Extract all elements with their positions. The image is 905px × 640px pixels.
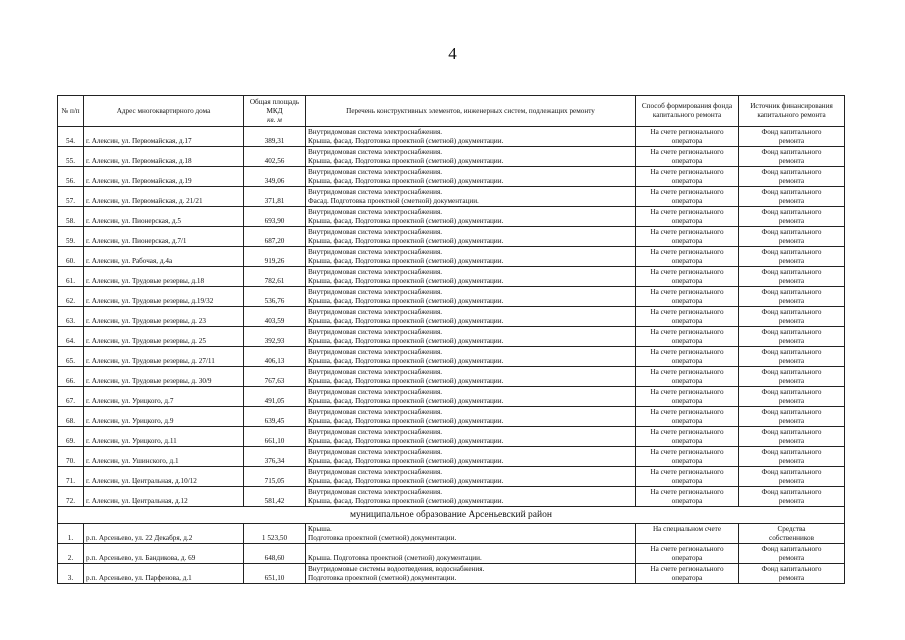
row-source	[739, 247, 845, 267]
row-works-line: Крыша, фасад. Подготовка проектной (сметной) документации.	[308, 237, 504, 245]
row-works	[306, 387, 636, 407]
row-method-line: На счете регионального	[650, 188, 724, 196]
row-source	[739, 167, 845, 187]
row-area: 767,63	[244, 367, 306, 387]
page-number: 4	[448, 44, 457, 63]
row-works	[306, 267, 636, 287]
row-address: г. Алексин, ул. Трудовые резервы, д. 27/11	[84, 347, 244, 367]
row-works	[306, 447, 636, 467]
row-method-line: На счете регионального	[650, 468, 724, 476]
row-source	[739, 327, 845, 347]
row-works-line: Крыша, фасад. Подготовка проектной (сметной) документации.	[308, 437, 504, 445]
row-source-line: ремонта	[778, 157, 805, 165]
row-number: 66.	[58, 367, 84, 387]
row-works-line	[308, 545, 633, 554]
header-works: Перечень конструктивных элементов, инженерных систем, подлежащих ремонту	[306, 96, 636, 127]
row-address: г. Алексин, ул. Трудовые резервы, д.18	[84, 267, 244, 287]
row-works-line: Крыша, фасад. Подготовка проектной (сметной) документации.	[308, 217, 504, 225]
repair-program-table	[57, 95, 845, 584]
row-works	[306, 167, 636, 187]
row-source-line: Фонд капитального	[761, 328, 822, 336]
row-source	[739, 467, 845, 487]
row-source-line: Фонд капитального	[761, 448, 822, 456]
row-source	[739, 387, 845, 407]
row-address: г. Алексин, ул. Урицкого, д.9	[84, 407, 244, 427]
row-address: г. Алексин, ул. Ушинского, д.1	[84, 447, 244, 467]
row-works	[306, 127, 636, 147]
row-works	[306, 544, 636, 564]
table-row	[58, 207, 845, 227]
row-method-line: оператора	[671, 437, 703, 445]
row-area: 919,26	[244, 247, 306, 267]
row-area: 782,61	[244, 267, 306, 287]
row-address: р.п. Арсеньево, ул. 22 Декабря, д.2	[84, 524, 244, 544]
row-works	[306, 347, 636, 367]
table-row	[58, 407, 845, 427]
row-source-line: Фонд капитального	[761, 228, 822, 236]
row-method-line: На счете регионального	[650, 488, 724, 496]
row-works-line: Крыша, фасад. Подготовка проектной (сметной) документации.	[308, 137, 504, 145]
row-source-line: ремонта	[778, 497, 805, 505]
row-source-line: Фонд капитального	[761, 308, 822, 316]
row-works-line: Крыша, фасад. Подготовка проектной (сметной) документации.	[308, 317, 504, 325]
row-works-line: Крыша, фасад. Подготовка проектной (сметной) документации.	[308, 417, 504, 425]
row-works-line: Крыша, фасад. Подготовка проектной (сметной) документации.	[308, 257, 504, 265]
row-source	[739, 487, 845, 507]
row-works-line: Внутридомовая система электроснабжения.	[308, 328, 443, 336]
row-address: г. Алексин, ул. Трудовые резервы, д. 30/9	[84, 367, 244, 387]
row-method-line: оператора	[671, 237, 703, 245]
row-works-line: Внутридомовая система электроснабжения.	[308, 188, 443, 196]
table-row	[58, 347, 845, 367]
row-method-line: оператора	[671, 217, 703, 225]
table-row	[58, 427, 845, 447]
row-works-line: Внутридомовая система электроснабжения.	[308, 268, 443, 276]
table-row	[58, 387, 845, 407]
row-works	[306, 367, 636, 387]
row-area: 536,76	[244, 287, 306, 307]
row-method-line: оператора	[671, 397, 703, 405]
row-method-line: На счете регионального	[650, 248, 724, 256]
row-works-line: Крыша, фасад. Подготовка проектной (сметной) документации.	[308, 457, 504, 465]
row-area: 392,93	[244, 327, 306, 347]
row-method-line: оператора	[671, 157, 703, 165]
row-number: 62.	[58, 287, 84, 307]
row-source-line: ремонта	[778, 317, 805, 325]
row-method-line: оператора	[671, 317, 703, 325]
row-number: 65.	[58, 347, 84, 367]
row-works-line: Крыша, фасад. Подготовка проектной (сметной) документации.	[308, 157, 504, 165]
row-area: 406,13	[244, 347, 306, 367]
row-area: 376,34	[244, 447, 306, 467]
row-source-line: ремонта	[778, 237, 805, 245]
row-number: 70.	[58, 447, 84, 467]
row-works-line: Крыша, фасад. Подготовка проектной (сметной) документации.	[308, 497, 504, 505]
row-works-line: Подготовка проектной (сметной) документации.	[308, 574, 457, 582]
row-source-line: ремонта	[778, 257, 805, 265]
row-method-line: На счете регионального	[650, 428, 724, 436]
section-row	[58, 507, 845, 524]
row-works-line: Крыша.	[308, 525, 332, 533]
row-source-line: собственников	[769, 534, 814, 542]
row-method	[636, 487, 739, 507]
header-row	[58, 96, 845, 127]
row-source-line: Фонд капитального	[761, 468, 822, 476]
row-source-line: ремонта	[778, 197, 805, 205]
row-works-line: Крыша, фасад. Подготовка проектной (сметной) документации.	[308, 277, 504, 285]
row-works-line: Внутридомовая система электроснабжения.	[308, 348, 443, 356]
row-method	[636, 467, 739, 487]
row-works	[306, 427, 636, 447]
row-source-line: ремонта	[778, 477, 805, 485]
row-source-line: Фонд капитального	[761, 168, 822, 176]
row-method-line: оператора	[671, 554, 703, 562]
row-address: г. Алексин, ул. Трудовые резервы, д. 23	[84, 307, 244, 327]
row-number: 61.	[58, 267, 84, 287]
row-method-line: На счете регионального	[650, 368, 724, 376]
row-method	[636, 367, 739, 387]
row-method	[636, 167, 739, 187]
row-source	[739, 147, 845, 167]
row-source-line: Фонд капитального	[761, 208, 822, 216]
row-address: г. Алексин, ул. Урицкого, д.7	[84, 387, 244, 407]
row-method-line: На счете регионального	[650, 408, 724, 416]
row-area: 581,42	[244, 487, 306, 507]
row-method	[636, 287, 739, 307]
row-method	[636, 564, 739, 584]
row-works	[306, 327, 636, 347]
row-address: г. Алексин, ул. Трудовые резервы, д. 25	[84, 327, 244, 347]
header-area	[244, 96, 306, 127]
table-row	[58, 287, 845, 307]
row-method-line: На счете регионального	[650, 388, 724, 396]
row-method	[636, 147, 739, 167]
row-area: 491,05	[244, 387, 306, 407]
header-address: Адрес многоквартирного дома	[84, 96, 244, 127]
row-source-line: ремонта	[778, 397, 805, 405]
row-works-line: Внутридомовая система электроснабжения.	[308, 488, 443, 496]
row-number: 3.	[58, 564, 84, 584]
row-source-line: ремонта	[778, 297, 805, 305]
row-method-line: На счете регионального	[650, 565, 724, 573]
row-address: г. Алексин, ул. Трудовые резервы, д.19/32	[84, 287, 244, 307]
row-area: 389,31	[244, 127, 306, 147]
row-method	[636, 447, 739, 467]
row-works-line: Внутридомовая система электроснабжения.	[308, 388, 443, 396]
row-number: 60.	[58, 247, 84, 267]
row-works	[306, 407, 636, 427]
row-works-line: Крыша, фасад. Подготовка проектной (сметной) документации.	[308, 357, 504, 365]
row-source	[739, 187, 845, 207]
row-source-line: Фонд капитального	[761, 545, 822, 553]
row-source-line: ремонта	[778, 554, 805, 562]
row-method-line: оператора	[671, 417, 703, 425]
row-method-line: На счете регионального	[650, 168, 724, 176]
row-works	[306, 147, 636, 167]
row-method-line: На счете регионального	[650, 228, 724, 236]
row-works	[306, 564, 636, 584]
row-area: 1 523,50	[244, 524, 306, 544]
row-method-line: На счете регионального	[650, 308, 724, 316]
row-works-line: Внутридомовая система электроснабжения.	[308, 308, 443, 316]
row-source	[739, 447, 845, 467]
row-address: г. Алексин, ул. Пионерская, д.7/1	[84, 227, 244, 247]
row-method	[636, 387, 739, 407]
row-number: 59.	[58, 227, 84, 247]
table-row	[58, 247, 845, 267]
row-address: г. Алексин, ул. Центральная, д.12	[84, 487, 244, 507]
row-source-line: Фонд капитального	[761, 268, 822, 276]
row-source-line: ремонта	[778, 137, 805, 145]
row-method-line: оператора	[671, 477, 703, 485]
row-source-line: ремонта	[778, 377, 805, 385]
row-works-line: Внутридомовая система электроснабжения.	[308, 288, 443, 296]
row-source	[739, 307, 845, 327]
row-works-line: Внутридомовая система электроснабжения.	[308, 428, 443, 436]
row-number: 56.	[58, 167, 84, 187]
row-works-line: Крыша, фасад. Подготовка проектной (сметной) документации.	[308, 177, 504, 185]
row-method-line: оператора	[671, 497, 703, 505]
row-method-line: оператора	[671, 357, 703, 365]
row-method-line	[638, 534, 736, 543]
row-works	[306, 467, 636, 487]
row-address: г. Алексин, ул. Первомайская, д.17	[84, 127, 244, 147]
row-method	[636, 247, 739, 267]
table-row	[58, 487, 845, 507]
row-method-line: оператора	[671, 574, 703, 582]
table-row	[58, 447, 845, 467]
row-source	[739, 564, 845, 584]
row-works-line: Крыша, фасад. Подготовка проектной (сметной) документации.	[308, 297, 504, 305]
row-source-line: Фонд капитального	[761, 148, 822, 156]
row-source	[739, 367, 845, 387]
header-area-label: Общая площадь МКД	[249, 97, 300, 115]
table-row	[58, 147, 845, 167]
row-works-line: Внутридомовая система электроснабжения.	[308, 368, 443, 376]
row-address: г. Алексин, ул. Первомайская, д. 21/21	[84, 187, 244, 207]
row-source-line: Фонд капитального	[761, 288, 822, 296]
row-number: 72.	[58, 487, 84, 507]
row-works-line: Внутридомовая система электроснабжения.	[308, 128, 443, 136]
row-number: 68.	[58, 407, 84, 427]
row-works-line: Внутридомовая система электроснабжения.	[308, 168, 443, 176]
row-source-line: ремонта	[778, 277, 805, 285]
row-works-line: Фасад. Подготовка проектной (сметной) документации.	[308, 197, 479, 205]
row-works-line: Подготовка проектной (сметной) документации.	[308, 534, 457, 542]
row-method	[636, 267, 739, 287]
row-method	[636, 127, 739, 147]
row-source-line: Фонд капитального	[761, 428, 822, 436]
row-address: р.п. Арсеньево, ул. Бандикова, д. 69	[84, 544, 244, 564]
row-address: г. Алексин, ул. Пионерская, д.5	[84, 207, 244, 227]
table-row	[58, 167, 845, 187]
row-method	[636, 524, 739, 544]
row-method-line: На счете регионального	[650, 545, 724, 553]
row-source	[739, 407, 845, 427]
row-source	[739, 287, 845, 307]
row-number: 2.	[58, 544, 84, 564]
row-works	[306, 307, 636, 327]
row-source-line: ремонта	[778, 417, 805, 425]
row-address: г. Алексин, ул. Первомайская, д.19	[84, 167, 244, 187]
row-number: 1.	[58, 524, 84, 544]
table-row	[58, 307, 845, 327]
row-method-line: оператора	[671, 277, 703, 285]
row-works-line: Крыша. Подготовка проектной (сметной) документации.	[308, 554, 482, 562]
row-method	[636, 207, 739, 227]
row-method-line: оператора	[671, 297, 703, 305]
row-area: 651,10	[244, 564, 306, 584]
row-number: 69.	[58, 427, 84, 447]
row-source	[739, 207, 845, 227]
row-works-line: Внутридомовая система электроснабжения.	[308, 248, 443, 256]
row-source-line: ремонта	[778, 457, 805, 465]
table-row	[58, 327, 845, 347]
row-area: 661,10	[244, 427, 306, 447]
row-works-line: Внутридомовая система электроснабжения.	[308, 228, 443, 236]
row-method-line: оператора	[671, 457, 703, 465]
row-method-line: оператора	[671, 197, 703, 205]
row-number: 57.	[58, 187, 84, 207]
row-works	[306, 227, 636, 247]
row-address: г. Алексин, ул. Рабочая, д.4а	[84, 247, 244, 267]
table-row	[58, 564, 845, 584]
row-source-line: Фонд капитального	[761, 188, 822, 196]
row-method-line: На счете регионального	[650, 148, 724, 156]
row-source-line: ремонта	[778, 437, 805, 445]
table-row	[58, 127, 845, 147]
table-row	[58, 467, 845, 487]
row-area: 715,05	[244, 467, 306, 487]
row-number: 64.	[58, 327, 84, 347]
row-method	[636, 187, 739, 207]
row-works-line: Крыша, фасад. Подготовка проектной (сметной) документации.	[308, 377, 504, 385]
row-method	[636, 347, 739, 367]
table-row	[58, 227, 845, 247]
header-source: Источник финансирования капитального ремонта	[739, 96, 845, 127]
row-works-line: Внутридомовая система электроснабжения.	[308, 148, 443, 156]
header-method: Способ формирования фонда капитального ремонта	[636, 96, 739, 127]
row-method-line: На счете регионального	[650, 448, 724, 456]
row-address: г. Алексин, ул. Урицкого, д.11	[84, 427, 244, 447]
row-source-line: Фонд капитального	[761, 388, 822, 396]
row-works-line: Крыша, фасад. Подготовка проектной (сметной) документации.	[308, 337, 504, 345]
row-source	[739, 127, 845, 147]
row-area: 403,59	[244, 307, 306, 327]
row-source-line: Средства	[777, 525, 806, 533]
row-method	[636, 327, 739, 347]
row-method-line: На счете регионального	[650, 208, 724, 216]
row-works-line: Внутридомовые системы водоотведения, водоснабжения.	[308, 565, 485, 573]
row-method-line: оператора	[671, 377, 703, 385]
row-works-line: Крыша, фасад. Подготовка проектной (сметной) документации.	[308, 477, 504, 485]
row-number: 55.	[58, 147, 84, 167]
row-method-line: оператора	[671, 257, 703, 265]
row-works	[306, 524, 636, 544]
row-source-line: ремонта	[778, 177, 805, 185]
table-row	[58, 524, 845, 544]
row-number: 67.	[58, 387, 84, 407]
row-number: 54.	[58, 127, 84, 147]
row-works	[306, 187, 636, 207]
row-works-line: Внутридомовая система электроснабжения.	[308, 468, 443, 476]
row-number: 63.	[58, 307, 84, 327]
row-source-line: Фонд капитального	[761, 128, 822, 136]
row-source-line: Фонд капитального	[761, 248, 822, 256]
row-address: р.п. Арсеньево, ул. Парфенова, д.1	[84, 564, 244, 584]
row-method	[636, 227, 739, 247]
row-source-line: ремонта	[778, 357, 805, 365]
row-works-line: Внутридомовая система электроснабжения.	[308, 208, 443, 216]
row-number: 58.	[58, 207, 84, 227]
row-method	[636, 307, 739, 327]
row-source	[739, 524, 845, 544]
row-method-line: На счете регионального	[650, 268, 724, 276]
row-area: 371,81	[244, 187, 306, 207]
row-area: 687,20	[244, 227, 306, 247]
row-works-line: Крыша, фасад. Подготовка проектной (сметной) документации.	[308, 397, 504, 405]
row-method-line: оператора	[671, 337, 703, 345]
row-area: 639,45	[244, 407, 306, 427]
row-method	[636, 427, 739, 447]
row-area: 648,60	[244, 544, 306, 564]
row-works-line: Внутридомовая система электроснабжения.	[308, 408, 443, 416]
header-num: № п/п	[58, 96, 84, 127]
row-method-line: На счете регионального	[650, 328, 724, 336]
row-method-line: На счете регионального	[650, 288, 724, 296]
row-method-line: оператора	[671, 177, 703, 185]
row-source	[739, 267, 845, 287]
row-area: 693,90	[244, 207, 306, 227]
header-area-unit: кв. м	[267, 115, 282, 124]
row-source	[739, 544, 845, 564]
row-source-line: Фонд капитального	[761, 348, 822, 356]
table-row	[58, 187, 845, 207]
row-area: 402,56	[244, 147, 306, 167]
row-method-line: На счете регионального	[650, 348, 724, 356]
row-works	[306, 207, 636, 227]
row-source	[739, 227, 845, 247]
table-row	[58, 544, 845, 564]
row-source-line: Фонд капитального	[761, 488, 822, 496]
row-area: 349,06	[244, 167, 306, 187]
table-row	[58, 267, 845, 287]
row-works-line: Внутридомовая система электроснабжения.	[308, 448, 443, 456]
row-method	[636, 544, 739, 564]
row-works	[306, 287, 636, 307]
row-address: г. Алексин, ул. Первомайская, д.18	[84, 147, 244, 167]
section-title: муниципальное образование Арсеньевский район	[58, 507, 845, 524]
row-address: г. Алексин, ул. Центральная, д.10/12	[84, 467, 244, 487]
row-source-line: ремонта	[778, 337, 805, 345]
row-method-line: оператора	[671, 137, 703, 145]
row-works	[306, 487, 636, 507]
row-source-line: Фонд капитального	[761, 368, 822, 376]
row-source	[739, 347, 845, 367]
row-method	[636, 407, 739, 427]
row-method-line: На специальном счете	[652, 525, 722, 533]
row-source	[739, 427, 845, 447]
row-source-line: Фонд капитального	[761, 565, 822, 573]
row-number: 71.	[58, 467, 84, 487]
row-source-line: ремонта	[778, 217, 805, 225]
table-row	[58, 367, 845, 387]
row-source-line: ремонта	[778, 574, 805, 582]
row-method-line: На счете регионального	[650, 128, 724, 136]
row-source-line: Фонд капитального	[761, 408, 822, 416]
row-works	[306, 247, 636, 267]
